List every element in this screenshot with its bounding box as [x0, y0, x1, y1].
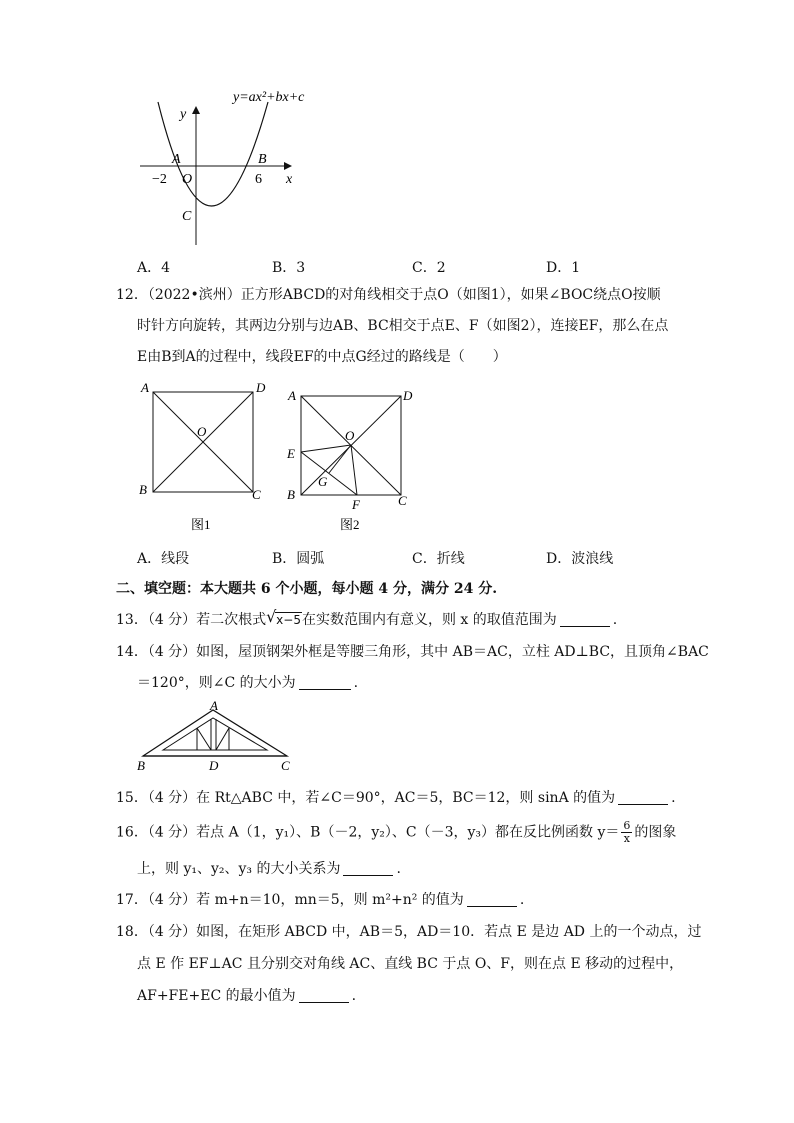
- q17-end: .: [519, 892, 525, 908]
- fig1-label-o: O: [197, 424, 207, 439]
- truss-label-a: A: [210, 698, 218, 713]
- graph-label-c: C: [182, 209, 192, 224]
- graph-label-y: y: [180, 107, 187, 122]
- answer-blank-17[interactable]: [467, 892, 517, 907]
- fig2-label-b: B: [287, 487, 295, 502]
- q12-option-b: B．圆弧: [272, 551, 325, 567]
- square-figure-2: [282, 378, 422, 538]
- q13-radical: √ x−5: [266, 607, 301, 627]
- q13-suffix: 在实数范围内有意义，则 x 的取值范围为: [301, 612, 557, 628]
- fig2-label-f: F: [352, 497, 360, 512]
- q14-line-2: [137, 673, 358, 693]
- question-17: [116, 890, 524, 910]
- truss-label-b: B: [137, 758, 145, 773]
- q13-prefix: 13．（4 分）若二次根式: [116, 612, 267, 628]
- question-13: [116, 607, 618, 630]
- graph-equation: y=ax²+bx+c: [233, 90, 305, 105]
- q16-line-2: [137, 859, 401, 879]
- q16-suffix: 的图象: [634, 824, 677, 841]
- q15-end: .: [671, 790, 676, 806]
- q17-text: 17．（4 分）若 m+n＝10，mn＝5，则 m²+n² 的值为: [116, 892, 464, 908]
- answer-blank-15[interactable]: [618, 790, 668, 805]
- q12-line-3: E由B到A的过程中，线段EF的中点G经过的路线是（ ）: [137, 349, 507, 365]
- fig2-caption: 图2: [340, 517, 360, 532]
- section-2-heading: 二、填空题：本大题共 6 个小题，每小题 4 分，满分 24 分.: [116, 581, 498, 597]
- q12-option-a: A．线段: [137, 551, 190, 567]
- answer-blank-16[interactable]: [343, 861, 393, 876]
- q16-line-2-text: 上，则 y₁、y₂、y₃ 的大小关系为: [137, 861, 341, 877]
- fig1-label-a: A: [141, 380, 149, 395]
- graph-label-x: x: [286, 172, 293, 187]
- fig2-label-g: G: [318, 474, 328, 489]
- q16-line-1: [116, 820, 676, 845]
- q12-line-2: 时针方向旋转，其两边分别与边AB、BC相交于点E、F（如图2），连接EF，那么在点: [137, 318, 669, 334]
- truss-label-c: C: [281, 758, 290, 773]
- fig2-label-o: O: [345, 428, 355, 443]
- answer-blank-18[interactable]: [299, 988, 349, 1003]
- answer-blank-13[interactable]: [560, 612, 610, 627]
- q18-end: .: [351, 988, 357, 1004]
- q16-prefix: 16．（4 分）若点 A（1，y₁）、B（－2，y₂）、C（－3，y₃）都在反比例函数 y＝: [116, 824, 620, 841]
- graph-label-a: A: [172, 152, 181, 167]
- fig2-label-c: C: [398, 493, 407, 508]
- q12-option-c: C．折线: [412, 551, 465, 567]
- q16-fraction: [621, 820, 632, 845]
- fig1-caption: 图1: [191, 517, 211, 532]
- q18-line-2: 点 E 作 EF⊥AC 且分别交对角线 AC、直线 BC 于点 O、F，则在点 E 移动的过程中，: [137, 956, 684, 972]
- q14-line-1: 14．（4 分）如图，屋顶钢架外框是等腰三角形，其中 AB＝AC，立柱 AD⊥BC，且顶角∠BAC: [116, 644, 709, 660]
- q18-line-3: [137, 986, 356, 1006]
- q13-end: .: [612, 612, 618, 628]
- graph-label-o: O: [182, 172, 193, 187]
- q15-text: 15．（4 分）在 Rt△ABC 中，若∠C＝90°，AC＝5，BC＝12，则 sinA 的值为: [116, 790, 616, 806]
- answer-blank-14[interactable]: [299, 675, 351, 690]
- q18-line-1: 18．（4 分）如图，在矩形 ABCD 中，AB＝5，AD＝10．若点 E 是边 AD 上的一个动点，过: [116, 924, 702, 940]
- fig2-label-a: A: [288, 388, 296, 403]
- q11-option-c: C．2: [412, 260, 446, 276]
- graph-tick-6: 6: [255, 172, 262, 187]
- roof-truss-figure: [133, 698, 303, 778]
- fig2-label-d: D: [403, 388, 413, 403]
- fig1-label-d: D: [256, 380, 266, 395]
- q13-radicand: x−5: [276, 613, 301, 627]
- graph-tick-neg2: −2: [152, 172, 167, 187]
- q16-frac-den: x: [623, 832, 630, 845]
- q14-line-2-text: ＝120°，则∠C 的大小为: [137, 675, 296, 691]
- square-figure-1: [135, 378, 275, 538]
- q12-option-d: D．波浪线: [546, 551, 614, 567]
- fig1-label-c: C: [252, 487, 261, 502]
- question-15: [116, 788, 676, 808]
- q14-end: .: [353, 675, 359, 691]
- q16-end: .: [396, 861, 401, 877]
- fig1-label-b: B: [139, 482, 147, 497]
- fig2-label-e: E: [287, 446, 295, 461]
- q11-option-d: D．1: [546, 260, 581, 276]
- truss-label-d: D: [209, 758, 219, 773]
- q11-option-a: A．4: [137, 260, 171, 276]
- q18-line-3-text: AF+FE+EC 的最小值为: [137, 988, 296, 1004]
- q16-frac-num: 6: [623, 819, 631, 832]
- graph-label-b: B: [258, 152, 267, 167]
- parabola-graph: [130, 80, 350, 250]
- q12-line-1: 12．（2022•滨州）正方形ABCD的对角线相交于点O（如图1），如果∠BOC绕点O按顺: [116, 287, 661, 303]
- q11-option-b: B．3: [272, 260, 306, 276]
